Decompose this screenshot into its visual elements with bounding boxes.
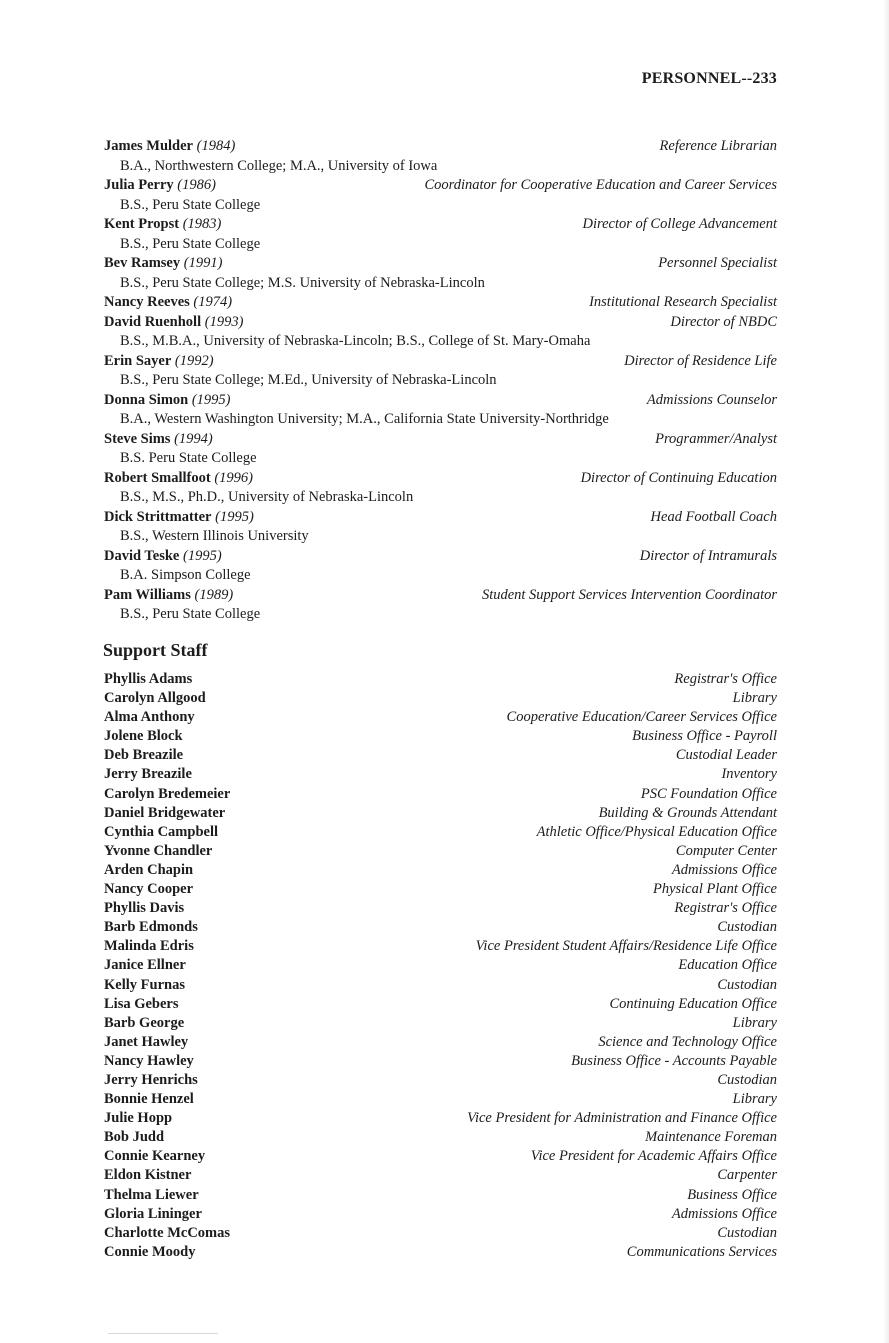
staff-office: Library [732, 1091, 777, 1108]
staff-office: Custodian [717, 1071, 777, 1088]
entry-name-group [104, 508, 254, 528]
degree-line: B.S. Peru State College [120, 450, 257, 466]
staff-row [104, 899, 777, 918]
person-name: Donna Simon [104, 391, 189, 408]
staff-office: Custodial Leader [675, 747, 777, 764]
staff-office: Athletic Office/Physical Education Office [536, 823, 777, 840]
person-name: Bev Ramsey [104, 255, 181, 271]
staff-office: Building & Grounds Attendant [598, 804, 777, 821]
staff-name: Julie Hopp [104, 1110, 173, 1127]
person-name: David Ruenholl [104, 313, 202, 330]
job-title: Institutional Research Specialist [589, 294, 777, 310]
staff-office: Communications Services [626, 1243, 777, 1260]
support-staff-list [104, 670, 777, 1262]
staff-row [104, 1147, 777, 1166]
staff-row [104, 1033, 777, 1052]
start-year: (1995) [182, 547, 222, 564]
staff-name: Connie Moody [104, 1243, 196, 1260]
personnel-entry [104, 254, 777, 293]
job-title: Coordinator for Cooperative Education and Career Services [424, 177, 777, 193]
staff-row [104, 861, 777, 880]
staff-office: Vice President for Administration and Finance Office [467, 1110, 777, 1127]
staff-name: Gloria Lininger [104, 1205, 202, 1222]
staff-row [104, 804, 777, 823]
staff-name: Jerry Henrichs [104, 1071, 198, 1088]
degree-line: B.A. Simpson College [120, 567, 251, 583]
degree-line: B.S., Peru State College; M.Ed., University of Nebraska-Lincoln [120, 372, 497, 388]
entry-name-group [104, 215, 221, 235]
entry-line [104, 137, 777, 157]
staff-row [104, 1128, 777, 1147]
staff-row [104, 765, 777, 784]
staff-row [104, 823, 777, 842]
personnel-entry [104, 352, 777, 391]
person-name: Pam Williams [104, 586, 191, 603]
degree-line: B.S., Peru State College [120, 606, 261, 622]
job-title: Student Support Services Intervention Coordinator [481, 586, 777, 603]
staff-office: Admissions Office [671, 1205, 777, 1222]
staff-row [104, 1186, 777, 1205]
staff-office: Maintenance Foreman [645, 1129, 777, 1146]
staff-row [104, 1090, 777, 1109]
staff-name: Barb George [104, 1014, 185, 1031]
staff-name: Bonnie Henzel [104, 1091, 194, 1108]
start-year: (1994) [174, 430, 213, 447]
staff-name: Janet Hawley [104, 1033, 189, 1050]
personnel-entry [104, 430, 777, 469]
staff-row [104, 785, 777, 804]
staff-row [104, 1109, 777, 1128]
personnel-entry [104, 586, 777, 625]
entry-line [104, 547, 777, 567]
start-year: (1995) [215, 508, 254, 525]
staff-name: Phyllis Adams [104, 671, 193, 687]
entry-line [104, 293, 777, 313]
job-title: Director of Intramurals [639, 547, 777, 564]
personnel-entry [104, 391, 777, 430]
entry-name-group [104, 137, 235, 157]
staff-row [104, 995, 777, 1014]
degree-line: B.S., Peru State College; M.S. University of Nebraska-Lincoln [120, 274, 485, 291]
staff-office: Registrar's Office [674, 900, 777, 917]
entry-name-group [104, 586, 233, 606]
job-title: Personnel Specialist [658, 255, 777, 271]
staff-name: Nancy Hawley [104, 1052, 194, 1069]
staff-name: Eldon Kistner [104, 1167, 192, 1184]
person-name: Robert Smallfoot [104, 469, 211, 486]
staff-row [104, 937, 777, 956]
entry-name-group [104, 430, 213, 450]
staff-name: Jerry Breazile [104, 766, 192, 783]
staff-row [104, 956, 777, 975]
staff-office: Vice President Student Affairs/Residence Life Office [475, 938, 777, 955]
start-year: (1993) [204, 313, 244, 330]
job-title: Admissions Counselor [646, 391, 777, 408]
personnel-entry [104, 508, 777, 547]
entry-name-group [104, 391, 231, 411]
person-name: Dick Strittmatter [104, 508, 212, 525]
staff-name: Charlotte McComas [104, 1224, 231, 1241]
staff-row [104, 1205, 777, 1224]
start-year: (1996) [214, 469, 254, 486]
footer-rule [108, 1333, 218, 1334]
staff-row [104, 842, 777, 861]
staff-row [104, 1224, 777, 1243]
degree-line: B.S., M.S., Ph.D., University of Nebraska-Lincoln [120, 489, 414, 505]
staff-name: Malinda Edris [104, 938, 194, 955]
staff-office: Business Office - Payroll [632, 728, 777, 745]
entry-line [104, 254, 777, 274]
job-title: Director of Continuing Education [580, 469, 777, 486]
staff-row [104, 918, 777, 937]
staff-office: Business Office [687, 1186, 777, 1203]
staff-office: PSC Foundation Office [640, 785, 777, 802]
staff-office: Library [732, 690, 777, 707]
staff-name: Jolene Block [104, 728, 183, 745]
degree-line: B.A., Northwestern College; M.A., University of Iowa [120, 157, 438, 174]
staff-office: Custodian [717, 919, 777, 936]
staff-name: Deb Breazile [104, 747, 184, 764]
person-name: Steve Sims [104, 430, 171, 447]
staff-name: Kelly Furnas [104, 976, 185, 993]
person-name: Kent Propst [104, 216, 180, 232]
entry-line [104, 313, 777, 333]
staff-name: Alma Anthony [104, 709, 195, 726]
staff-name: Connie Kearney [104, 1148, 206, 1165]
entry-name-group [104, 313, 243, 333]
person-name: David Teske [104, 547, 180, 564]
staff-office: Computer Center [675, 842, 777, 859]
job-title: Director of Residence Life [624, 352, 777, 369]
staff-row [104, 670, 777, 689]
scan-edge [883, 0, 889, 1343]
entry-line [104, 586, 777, 606]
staff-row [104, 708, 777, 727]
staff-office: Admissions Office [671, 861, 777, 878]
job-title: Reference Librarian [659, 138, 777, 154]
staff-name: Janice Ellner [104, 957, 186, 974]
entry-line [104, 215, 777, 235]
staff-office: Custodian [717, 976, 777, 993]
degree-line: B.S., M.B.A., University of Nebraska-Lincoln; B.S., College of St. Mary-Omaha [120, 333, 591, 349]
staff-office: Cooperative Education/Career Services Office [506, 709, 777, 726]
personnel-entry [104, 176, 777, 215]
staff-name: Carolyn Bredemeier [104, 785, 231, 802]
person-name: Nancy Reeves [104, 294, 190, 310]
entry-line [104, 176, 777, 196]
staff-name: Bob Judd [104, 1129, 165, 1146]
job-title: Director of College Advancement [582, 216, 777, 232]
personnel-entry [104, 215, 777, 254]
staff-name: Barb Edmonds [104, 919, 198, 936]
job-title: Director of NBDC [670, 313, 777, 330]
staff-row [104, 1071, 777, 1090]
staff-office: Registrar's Office [674, 671, 777, 687]
person-name: Erin Sayer [104, 352, 172, 369]
entry-name-group [104, 254, 222, 274]
entry-line [104, 469, 777, 489]
degree-line: B.S., Peru State College [120, 196, 261, 213]
start-year: (1974) [193, 294, 233, 310]
staff-row [104, 746, 777, 765]
job-title: Head Football Coach [650, 508, 777, 525]
staff-office: Continuing Education Office [609, 995, 777, 1012]
entry-name-group [104, 352, 214, 372]
entry-name-group [104, 547, 222, 567]
staff-name: Yvonne Chandler [104, 842, 213, 859]
staff-row [104, 1243, 777, 1262]
section-heading-support-staff: Support Staff [103, 640, 208, 660]
degree-line: B.S., Western Illinois University [120, 528, 309, 544]
personnel-entry [104, 137, 777, 176]
start-year: (1992) [174, 352, 214, 369]
personnel-entry [104, 293, 777, 313]
degree-line: B.A., Western Washington University; M.A., California State University-Northridge [120, 411, 609, 427]
page-header: PERSONNEL--233 [641, 70, 777, 87]
staff-row [104, 727, 777, 746]
staff-row [104, 880, 777, 899]
staff-office: Education Office [678, 957, 777, 974]
staff-office: Vice President for Academic Affairs Office [530, 1148, 777, 1165]
personnel-entry [104, 469, 777, 508]
staff-office: Science and Technology Office [598, 1033, 777, 1050]
staff-name: Phyllis Davis [104, 900, 185, 917]
staff-row [104, 1166, 777, 1185]
start-year: (1989) [194, 586, 234, 603]
staff-row [104, 976, 777, 995]
staff-name: Carolyn Allgood [104, 690, 206, 707]
staff-row [104, 689, 777, 708]
job-title: Programmer/Analyst [655, 430, 777, 447]
faculty-list [104, 137, 777, 625]
entry-name-group [104, 293, 232, 313]
personnel-entry [104, 313, 777, 352]
entry-name-group [104, 176, 216, 196]
staff-name: Lisa Gebers [104, 995, 179, 1012]
start-year: (1983) [182, 216, 222, 232]
entry-name-group [104, 469, 253, 489]
start-year: (1986) [177, 177, 216, 193]
person-name: James Mulder [104, 138, 193, 154]
staff-name: Cynthia Campbell [104, 823, 219, 840]
staff-office: Library [732, 1014, 777, 1031]
staff-name: Arden Chapin [104, 861, 194, 878]
staff-row [104, 1052, 777, 1071]
staff-name: Daniel Bridgewater [104, 804, 226, 821]
entry-line [104, 391, 777, 411]
person-name: Julia Perry [104, 177, 174, 193]
entry-line [104, 508, 777, 528]
staff-row [104, 1014, 777, 1033]
start-year: (1995) [191, 391, 231, 408]
staff-office: Physical Plant Office [652, 881, 777, 898]
degree-line: B.S., Peru State College [120, 235, 261, 252]
staff-office: Inventory [721, 766, 777, 783]
staff-office: Custodian [717, 1224, 777, 1241]
start-year: (1984) [196, 138, 236, 154]
staff-office: Carpenter [717, 1167, 777, 1184]
entry-line [104, 430, 777, 450]
entry-line [104, 352, 777, 372]
staff-name: Thelma Liewer [104, 1186, 199, 1203]
staff-office: Business Office - Accounts Payable [571, 1052, 777, 1069]
start-year: (1991) [183, 255, 223, 271]
staff-name: Nancy Cooper [104, 881, 194, 898]
personnel-entry [104, 547, 777, 586]
